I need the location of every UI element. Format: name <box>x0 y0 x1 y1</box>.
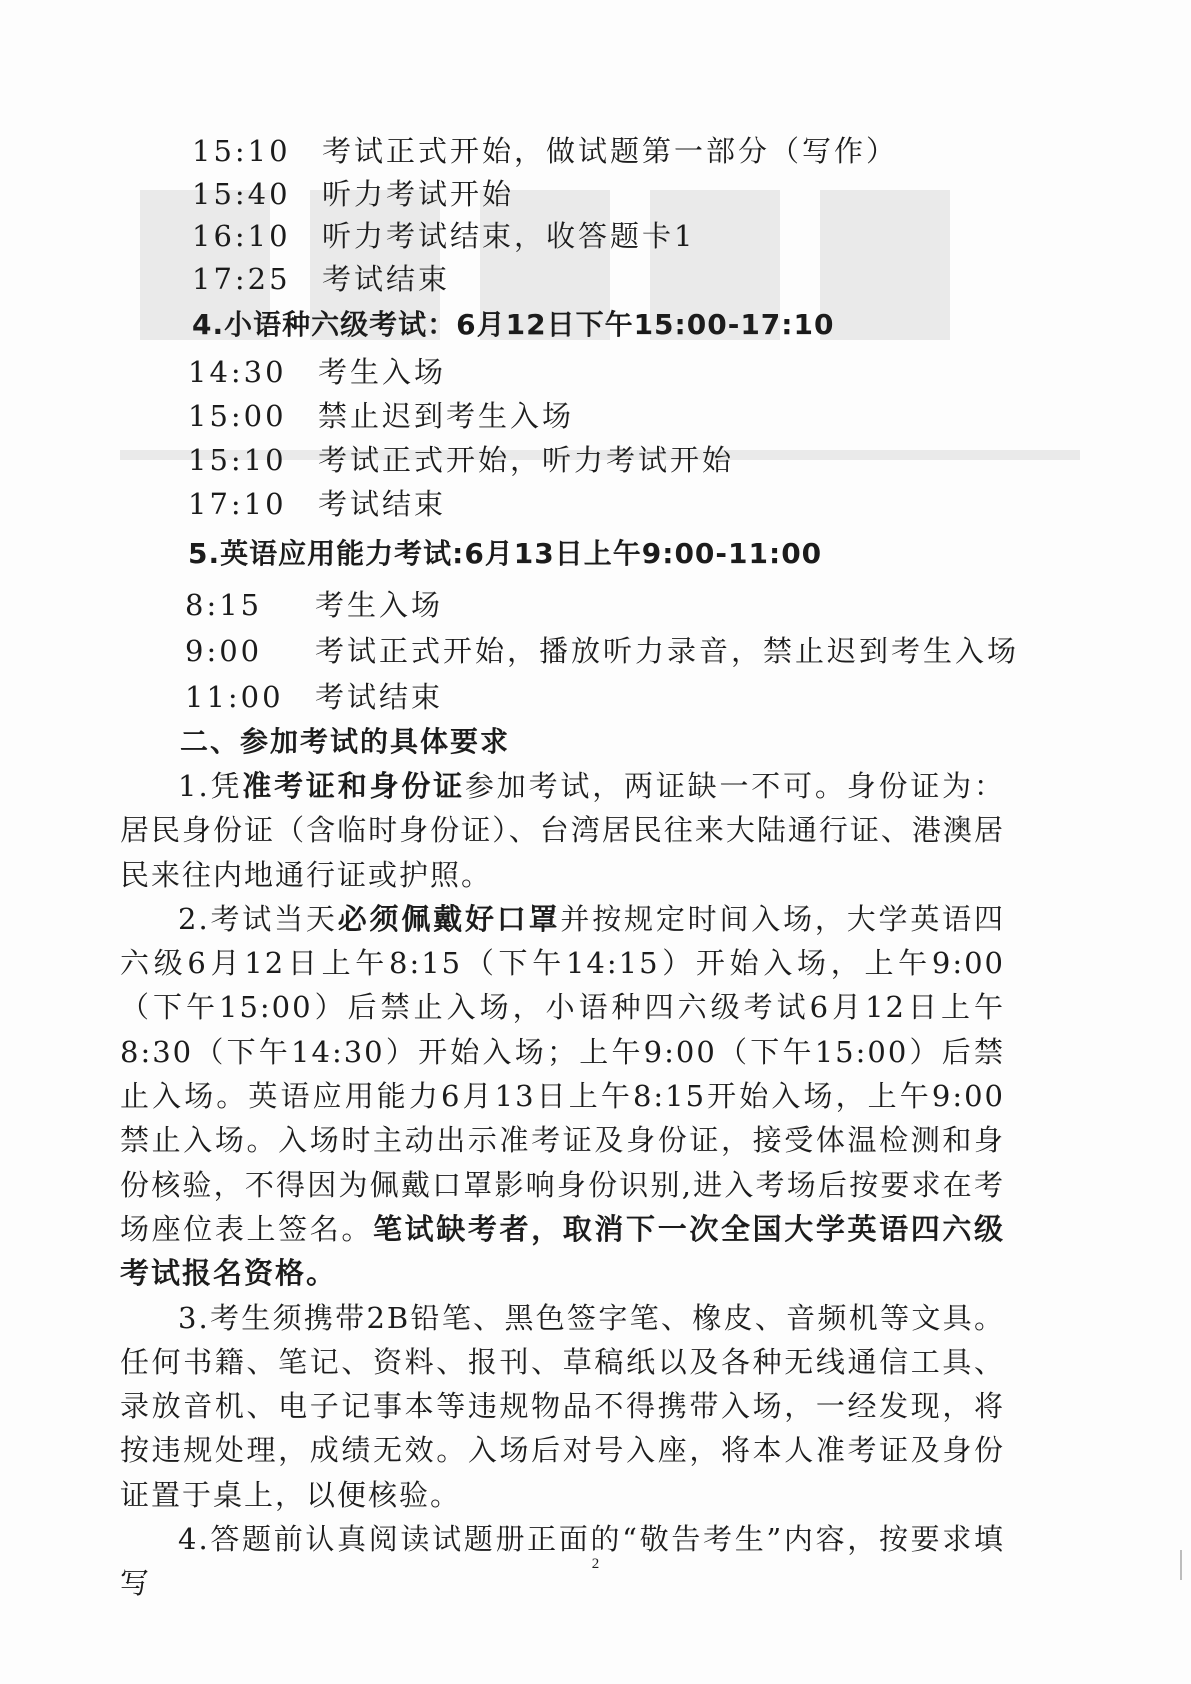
schedule-row <box>192 215 1070 258</box>
schedule-time: 16:10 <box>192 219 291 253</box>
requirement-paragraph-2 <box>120 897 1005 1296</box>
paragraph-text: 参加考试，两证缺一不可。身份证为：居民身份证（含临时身份证）、台湾居民往来大陆通行证、港澳居民来往内地通行证或护照。 <box>120 769 1005 892</box>
schedule-time: 17:25 <box>192 261 291 296</box>
schedule-text: 听力考试开始 <box>322 176 515 211</box>
requirement-paragraph-3: 3.考生须携带2B铅笔、黑色签字笔、橡皮、音频机等文具。任何书籍、笔记、资料、报刊、草稿纸以及各种无线通信工具、录放音机、电子记事本等违规物品不得携带入场，一经发现，将按违规处理，成绩无效。入场后对号入座，将本人准考证及身份证置于桌上，以便核验。 <box>120 1300 1005 1512</box>
schedule-row <box>188 394 1070 438</box>
schedule-time: 15:00 <box>188 399 287 433</box>
schedule-time: 15:40 <box>192 176 291 211</box>
schedule-row <box>188 438 1070 482</box>
schedule-time: 8:15 <box>185 588 263 622</box>
section-5-heading: 5.英语应用能力考试:6月13日上午9:00-11:00 <box>188 537 823 570</box>
page-number: 2 <box>591 1556 600 1572</box>
schedule-row <box>185 628 1070 674</box>
schedule-row <box>192 258 1070 301</box>
section-4-heading: 4.小语种六级考试：6月12日下午15:00-17:10 <box>192 308 835 341</box>
requirement-paragraph-4: 4.答题前认真阅读试题册正面的“敬告考生”内容，按要求填写 <box>120 1522 1005 1601</box>
paragraph-text: 1.凭 <box>178 769 243 803</box>
schedule-section-3-tail <box>192 130 1070 300</box>
schedule-time: 15:10 <box>192 134 291 168</box>
schedule-row <box>192 173 1070 216</box>
paragraph-text: 并按规定时间入场，大学英语四六级6月12日上午8:15（下午14:15）开始入场，上午9:00（下午15:00）后禁止入场，小语种四六级考试6月12日上午8:30（下午14:30）开始入场；上午9:00（下午15:00）后禁止入场。英语应用能力6月13日上午8:15开始入场，上午9:00禁止入场。入场时主动出示准考证及身份证，接受体温检测和身份核验，不得因为佩戴口罩影响身份识别,进入考场后按要求在考场座位表上签名。 <box>120 901 1005 1246</box>
schedule-text: 考试结束 <box>322 261 451 296</box>
schedule-time: 11:00 <box>185 680 284 714</box>
schedule-text: 考试正式开始，做试题第一部分（写作） <box>322 134 899 168</box>
document-body <box>120 130 1070 1606</box>
schedule-text: 听力考试结束，收答题卡1 <box>322 219 696 253</box>
schedule-row <box>188 482 1070 526</box>
scan-edge-mark <box>1180 1550 1182 1580</box>
schedule-time: 9:00 <box>185 634 263 668</box>
schedule-text: 考试结束 <box>315 680 444 714</box>
requirement-paragraph-1 <box>120 764 1005 897</box>
schedule-text: 禁止迟到考生入场 <box>318 399 575 433</box>
schedule-row <box>185 674 1070 720</box>
schedule-row <box>192 130 1070 173</box>
schedule-text: 考试结束 <box>318 487 447 521</box>
schedule-section-4 <box>188 350 1070 526</box>
schedule-text: 考试正式开始，听力考试开始 <box>318 443 735 477</box>
schedule-text: 考生入场 <box>315 588 444 622</box>
part-2-heading: 二、参加考试的具体要求 <box>180 725 511 758</box>
paragraph-emphasis: 笔试缺考者，取消下一次全国大学英语四六级考试报名资格。 <box>120 1211 1005 1291</box>
paragraph-emphasis: 准考证和身份证 <box>242 769 465 803</box>
schedule-time: 17:10 <box>188 487 287 521</box>
schedule-time: 14:30 <box>188 355 287 389</box>
schedule-section-5 <box>185 582 1070 720</box>
paragraph-text: 2.考试当天 <box>178 901 338 936</box>
schedule-text: 考试正式开始，播放听力录音，禁止迟到考生入场 <box>315 634 1020 668</box>
schedule-text: 考生入场 <box>318 355 447 389</box>
schedule-time: 15:10 <box>188 443 287 477</box>
schedule-row <box>188 350 1070 394</box>
paragraph-emphasis: 必须佩戴好口罩 <box>337 901 561 936</box>
schedule-row <box>185 582 1070 628</box>
